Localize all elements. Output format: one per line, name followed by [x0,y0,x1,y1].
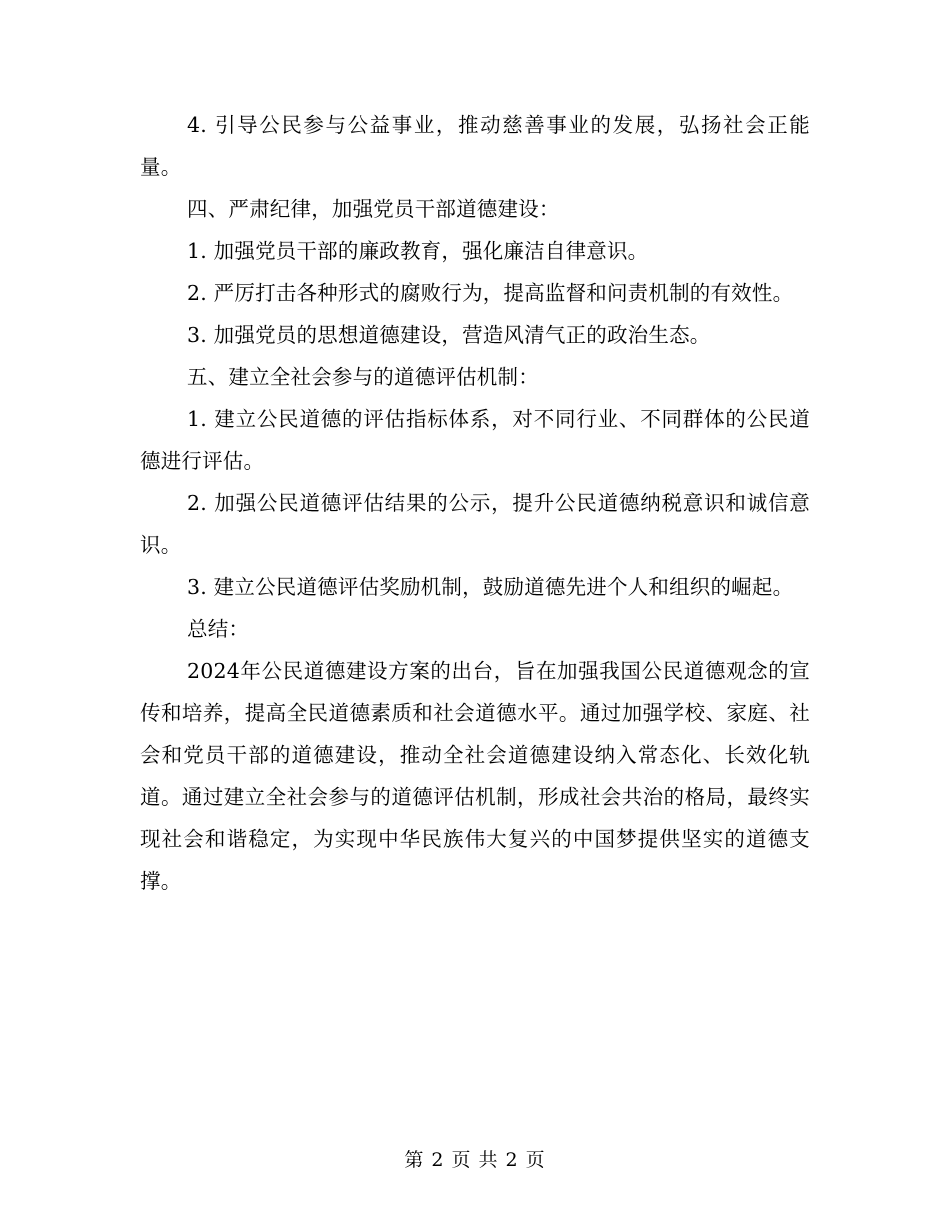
section-heading-discipline: 四、严肃纪律，加强党员干部道德建设： [187,197,560,221]
section-heading-evaluation: 五、建立全社会参与的道德评估机制： [187,365,539,389]
summary-paragraph: 2024年公民道德建设方案的出台，旨在加强我国公民道德观念的宣传和培养，提高全民道德素质和社会道德水平。通过加强学校、家庭、社会和党员干部的道德建设，推动全社会道德建设纳入常态化、长效化轨道。通过建立全社会参与的道德评估机制，形成社会共治的格局，最终实现社会和谐稳定，为实现中华民族伟大复兴的中国梦提供坚实的道德支撑。 [140,659,810,893]
summary-heading: 总结： [187,617,250,641]
document-body [140,104,810,902]
paragraph-item-1-evaluation-system: 1. 建立公民道德的评估指标体系，对不同行业、不同群体的公民道德进行评估。 [140,407,810,473]
paragraph-item-2-publicity: 2. 加强公民道德评估结果的公示，提升公民道德纳税意识和诚信意识。 [140,491,810,557]
paragraph-item-3-rewards: 3. 建立公民道德评估奖励机制，鼓励道德先进个人和组织的崛起。 [187,575,794,599]
paragraph-item-1-integrity-education: 1. 加强党员干部的廉政教育，强化廉洁自律意识。 [187,239,649,263]
paragraph-item-2-anti-corruption: 2. 严厉打击各种形式的腐败行为，提高监督和问责机制的有效性。 [187,281,794,305]
paragraph-item-4-charity: 4. 引导公民参与公益事业，推动慈善事业的发展，弘扬社会正能量。 [140,113,810,179]
paragraph-item-3-party-ethics: 3. 加强党员的思想道德建设，营造风清气正的政治生态。 [187,323,711,347]
page-footer: 第 2 页 共 2 页 [404,1149,546,1171]
